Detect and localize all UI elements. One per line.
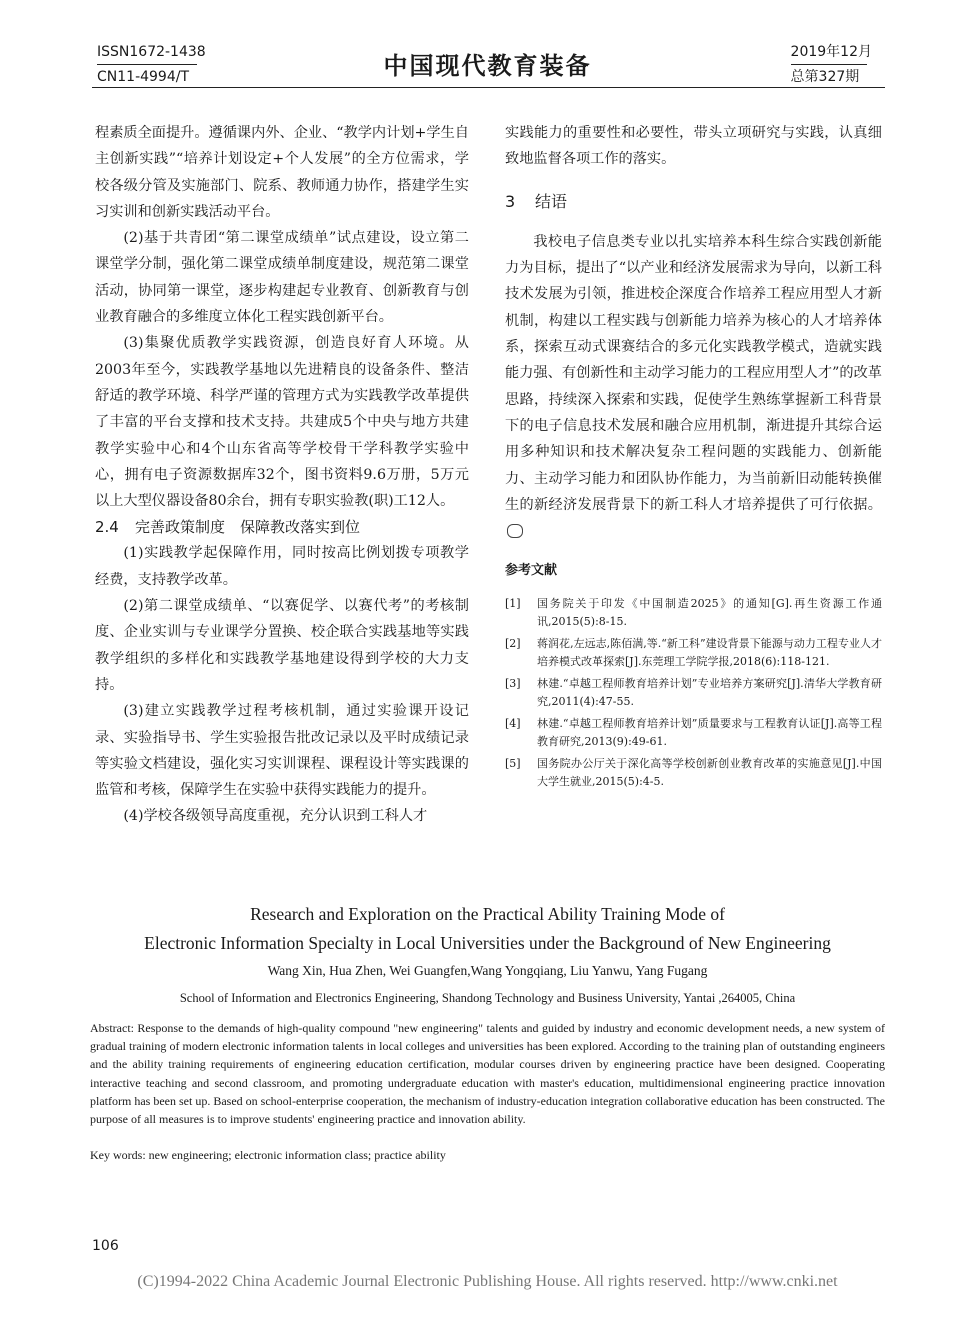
reference-text: 国务院办公厅关于深化高等学校创新创业教育改革的实施意见[J].中国大学生就业,2015(5):4-5.	[537, 756, 882, 789]
issue-number: 总第327期	[790, 69, 860, 85]
paragraph: (3)集聚优质教学实践资源，创造良好育人环境。从2003年至今，实践教学基地以先进精良的设备条件、整洁舒适的教学环境、科学严谨的管理方式为实践教学改革提供了丰富的平台支撑和技术支持。共建成5个中央与地方共建教学实验中心和4个山东省高等学校骨干学科教学实验中心，拥有电子资源数据库32个，图书资料9.6万册，5万元以上大型仪器设备80余台，拥有专职实验教(职)工12人。	[95, 335, 469, 510]
english-title-line-2: Electronic Information Specialty in Local Universities under the Background of New Engineering	[144, 933, 831, 953]
header-right	[791, 42, 872, 87]
end-of-article-mark-icon	[507, 524, 523, 538]
reference-text: 林建.“卓越工程师教育培养计划”专业培养方案研究[J].清华大学教育研究,2011(4):47-55.	[537, 676, 882, 709]
issn: ISSN1672-1438	[97, 44, 206, 60]
paragraph: (4)学校各级领导高度重视，充分认识到工科人才	[123, 808, 428, 825]
reference-number: [5]	[505, 756, 521, 770]
reference-item	[505, 635, 882, 672]
journal-title: 中国现代教育装备	[383, 51, 592, 80]
english-authors: Wang Xin, Hua Zhen, Wei Guangfen,Wang Yongqiang, Liu Yanwu, Yang Fugang	[267, 963, 708, 978]
conclusion-text: 我校电子信息类专业以扎实培养本科生综合实践创新能力为目标，提出了“以产业和经济发展需求为导向，以新工科技术发展为引领，推进校企深度合作培养工程应用型人才新机制，构建以工程实践与创新能力培养为核心的人才培养体系，探索互动式课赛结合的多元化实践教学模式，造就实践能力强、有创新性和主动学习能力的工程应用型人才”的改革思路，持续深入探索和实践，促使学生熟练掌握新工科背景下的电子信息技术发展和融合应用机制，渐进提升其综合运用多种知识和技术解决复杂工程问题的实践能力、创新能力、主动学习能力和团队协作能力，为当前新旧动能转换催生的新经济发展背景下的新工科人才培养提供了可行依据。	[505, 233, 882, 513]
reference-number: [4]	[505, 716, 521, 730]
english-keywords: Key words: new engineering; electronic information class; practice ability	[90, 1148, 446, 1162]
section-title: 完善政策制度 保障教改落实到位	[135, 518, 361, 537]
reference-item	[505, 675, 882, 712]
reference-item	[505, 755, 882, 792]
paragraph: (3)建立实践教学过程考核机制，通过实验课开设记录、实验指导书、学生实验报告批改记录以及平时成绩记录等实验文档建设，强化实习实训课程、课程设计等实践课的监管和考核，保障学生在实验中获得实践能力的提升。	[95, 703, 469, 799]
reference-text: 蒋润花,左远志,陈佰满,等.“新工科”建设背景下能源与动力工程专业人才培养模式改革探索[J].东莞理工学院学报,2018(6):118-121.	[537, 636, 882, 669]
page-number: 106	[92, 1238, 119, 1254]
reference-text: 国务院关于印发《中国制造2025》的通知[G].再生资源工作通讯,2015(5):8-15.	[537, 596, 882, 629]
section-title: 结语	[535, 191, 568, 211]
paragraph: (2)第二课堂成绩单、“以赛促学、以赛代考”的考核制度、企业实训与专业课学分置换、校企联合实践基地等实践教学组织的多样化和实践教学基地建设得到学校的大力支持。	[95, 598, 469, 693]
section-number: 3	[505, 191, 516, 211]
english-title-line-1: Research and Exploration on the Practical Ability Training Mode of	[250, 904, 725, 924]
english-abstract: Abstract: Response to the demands of high-quality compound "new engineering" talents and guided by industry and economic development needs, a new system of gradual training of modern electronic information talents in local colleges and universities has been explored. According to the training plan of outstanding engineers and the ability training requirements of engineering education certification, modular courses driven by engineering practice have been designed. Cooperating interactive teaching and second classroom, and promoting undergraduate education with master's education, multidimensional engineering practice innovation platform has been set up. Based on school-enterprise cooperation, the mechanism of industry-education integration collaborative education has been constructed. The purpose of all measures is to improve students' engineering practice and innovation ability.	[90, 1021, 885, 1127]
references-title: 参考文献	[505, 563, 558, 579]
header-rule	[92, 87, 885, 88]
issue-date: 2019年12月	[790, 44, 872, 60]
section-number: 2.4	[95, 518, 119, 537]
paragraph: (1)实践教学起保障作用，同时按高比例划拨专项教学经费，支持教学改革。	[95, 545, 469, 588]
header-right-divider	[791, 64, 867, 65]
paragraph: 程素质全面提升。遵循课内外、企业、“教学内计划+学生自主创新实践”“培养计划设定+个人发展”的全方位需求，学校各级分管及实施部门、院系、教师通力协作，搭建学生实习实训和创新实践活动平台。	[95, 125, 469, 220]
cn-number: CN11-4994/T	[97, 69, 190, 85]
copyright-footer: (C)1994-2022 China Academic Journal Electronic Publishing House. All rights reserved. http://www.cnki.net	[137, 1273, 838, 1290]
section-heading-2-4	[95, 514, 469, 540]
reference-number: [3]	[505, 676, 521, 690]
reference-number: [2]	[505, 636, 521, 650]
paragraph: 实践能力的重要性和必要性，带头立项研究与实践，认真细致地监督各项工作的落实。	[505, 125, 882, 168]
reference-item	[505, 715, 882, 752]
english-title	[90, 900, 885, 958]
reference-number: [1]	[505, 596, 521, 610]
references-list	[505, 595, 882, 792]
paragraph: (2)基于共青团“第二课堂成绩单”试点建设，设立第二课堂学分制，强化第二课堂成绩单制度建设，规范第二课堂活动，协同第一课堂，逐步构建起专业教育、创新教育与创业教育融合的多维度立体化工程实践创新平台。	[95, 230, 469, 326]
english-affiliation: School of Information and Electronics Engineering, Shandong Technology and Business University, Yantai ,264005, China	[179, 991, 796, 1005]
right-column	[505, 120, 882, 795]
left-column	[95, 120, 469, 830]
paragraph	[505, 229, 882, 545]
section-heading-3	[505, 189, 882, 215]
reference-text: 林建.“卓越工程师教育培养计划”质量要求与工程教育认证[J].高等工程教育研究,2013(9):49-61.	[537, 716, 882, 749]
reference-item	[505, 595, 882, 632]
